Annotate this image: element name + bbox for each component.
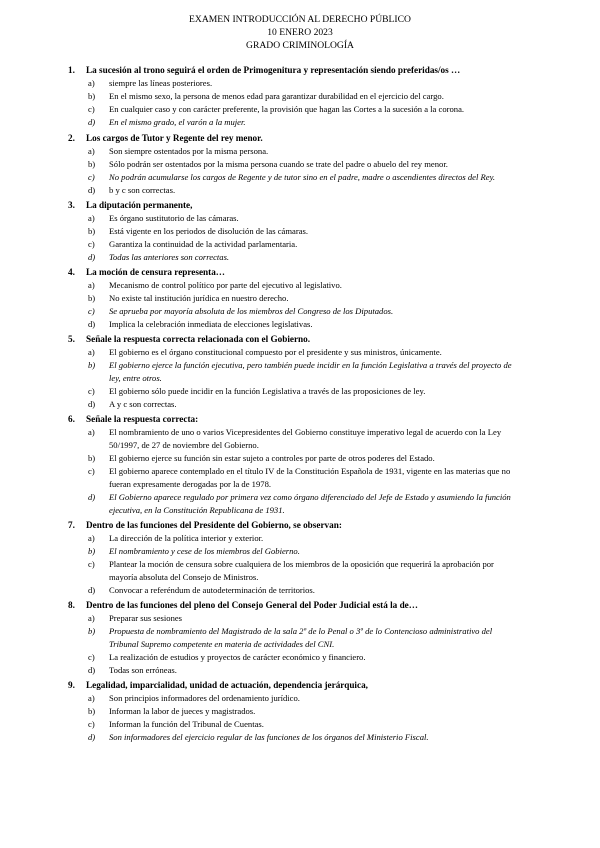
option-text: Informan la función del Tribunal de Cuentas. [109,719,264,729]
question-number: 4. [68,267,75,277]
option-label: c) [88,466,95,476]
question-6 [0,413,600,517]
answer-option [0,625,600,651]
answer-option [0,171,600,184]
question-heading [0,199,600,212]
question-text: Los cargos de Tutor y Regente del rey menor. [86,133,263,143]
option-label: c) [88,652,95,662]
answer-option [0,90,600,103]
question-number: 2. [68,133,75,143]
option-label: d) [88,252,96,262]
question-number: 1. [68,65,75,75]
answer-option [0,346,600,359]
option-label: a) [88,213,95,223]
option-text: Propuesta de nombramiento del Magistrado de la sala 2º de lo Penal o 3º de lo Contencioso administrativo del Tribunal Supremo competente en materia de actividades del CNI. [109,626,493,649]
option-text: Todas son erróneas. [109,665,177,675]
question-5 [0,333,600,411]
answer-option [0,465,600,491]
option-text: El nombramiento y cese de los miembros del Gobierno. [109,546,300,556]
option-text: Se aprueba por mayoría absoluta de los miembros del Congreso de los Diputados. [109,306,394,316]
option-text: b y c son correctas. [109,185,176,195]
option-text: No podrán acumularse los cargos de Regente y de tutor sino en el padre, madre o ascendientes directos del Rey. [109,172,496,182]
option-label: c) [88,239,95,249]
option-text: En el mismo sexo, la persona de menos edad para garantizar durabilidad en el ejercicio del cargo. [109,91,444,101]
option-text: La realización de estudios y proyectos de carácter económico y financiero. [109,652,366,662]
question-text: Señale la respuesta correcta relacionada con el Gobierno. [86,334,311,344]
option-label: d) [88,319,96,329]
option-text: El gobierno ejerce su función sin estar sujeto a controles por parte de otros poderes del Estado. [109,453,435,463]
option-label: d) [88,665,96,675]
question-number: 3. [68,200,75,210]
option-label: c) [88,559,95,569]
question-text: Legalidad, imparcialidad, unidad de actuación, dependencia jerárquica, [86,680,368,690]
answer-option [0,718,600,731]
answer-option [0,385,600,398]
option-text: En cualquier caso y con carácter preferente, la provisión que hagan las Cortes a la sucesión a la corona. [109,104,465,114]
answer-option [0,731,600,744]
option-text: En el mismo grado, el varón a la mujer. [109,117,246,127]
option-text: Está vigente en los periodos de disolución de las cámaras. [109,226,309,236]
question-8 [0,599,600,677]
question-2 [0,132,600,197]
option-label: a) [88,146,95,156]
option-label: a) [88,280,95,290]
option-text: El gobierno aparece contemplado en el título IV de la Constitución Española de 1931, vigente en las materias que no fueran expresamente derogadas por la de 1978. [109,466,511,489]
question-heading [0,132,600,145]
option-text: Es órgano sustitutorio de las cámaras. [109,213,239,223]
option-text: Garantiza la continuidad de la actividad parlamentaria. [109,239,298,249]
question-9 [0,679,600,744]
answer-option [0,491,600,517]
answer-option [0,318,600,331]
option-label: a) [88,693,95,703]
option-label: b) [88,226,96,236]
answer-option [0,612,600,625]
question-heading [0,599,600,612]
option-text: La dirección de la política interior y exterior. [109,533,264,543]
option-label: a) [88,78,95,88]
option-label: c) [88,386,95,396]
option-label: d) [88,492,96,502]
option-text: Plantear la moción de censura sobre cualquiera de los miembros de la oposición que requerirá la aprobación por mayoría absoluta del Consejo de Ministros. [109,559,494,582]
option-label: b) [88,91,96,101]
question-text: La diputación permanente, [86,200,193,210]
question-number: 8. [68,600,75,610]
option-text: El gobierno ejerce la función ejecutiva, pero también puede incidir en la función Legislativa a través del proyecto de ley, entre otros. [109,360,512,383]
option-label: a) [88,533,95,543]
option-text: Implica la celebración inmediata de elecciones legislativas. [109,319,313,329]
option-text: Son informadores del ejercicio regular de las funciones de los órganos del Ministerio Fiscal. [109,732,429,742]
question-number: 5. [68,334,75,344]
question-heading [0,519,600,532]
answer-option [0,705,600,718]
option-label: b) [88,706,96,716]
option-label: d) [88,399,96,409]
option-text: Todas las anteriores son correctas. [109,252,230,262]
question-heading [0,413,600,426]
answer-option [0,251,600,264]
option-text: Son siempre ostentados por la misma persona. [109,146,269,156]
answer-option [0,692,600,705]
answer-option [0,584,600,597]
option-text: Convocar a referéndum de autodeterminación de territorios. [109,585,315,595]
option-label: d) [88,185,96,195]
option-text: El gobierno sólo puede incidir en la función Legislativa a través de las proposiciones de ley. [109,386,426,396]
option-text: El nombramiento de uno o varios Vicepresidentes del Gobierno constituye imperativo legal de acuerdo con la Ley 50/1997, de 27 de noviembre del Gobierno. [109,427,502,450]
option-text: Mecanismo de control político por parte del ejecutivo al legislativo. [109,280,342,290]
question-text: La sucesión al trono seguirá el orden de Primogenitura y representación siendo preferidas/os … [86,65,461,75]
answer-option [0,664,600,677]
answer-option [0,452,600,465]
option-label: b) [88,360,96,370]
option-label: b) [88,453,96,463]
question-heading [0,266,600,279]
answer-option [0,145,600,158]
answer-option [0,532,600,545]
exam-degree: GRADO CRIMINOLOGÍA [246,40,354,51]
question-number: 9. [68,680,75,690]
option-text: El Gobierno aparece regulado por primera vez como órgano diferenciado del Jefe de Estado y asumiendo la función ejecutiva, en la Constitución Republicana de 1931. [109,492,511,515]
question-text: Dentro de las funciones del Presidente del Gobierno, se observan: [86,520,342,530]
answer-option [0,279,600,292]
question-heading [0,333,600,346]
question-heading [0,679,600,692]
option-text: Sólo podrán ser ostentados por la misma persona cuando se trate del padre o abuelo del rey menor. [109,159,448,169]
option-text: Informan la labor de jueces y magistrados. [109,706,256,716]
question-list [0,64,600,744]
option-label: c) [88,104,95,114]
answer-option [0,158,600,171]
answer-option [0,238,600,251]
answer-option [0,103,600,116]
question-text: Señale la respuesta correcta: [86,414,199,424]
answer-option [0,305,600,318]
option-label: b) [88,293,96,303]
option-label: a) [88,427,95,437]
answer-option [0,184,600,197]
option-label: c) [88,306,95,316]
option-text: No existe tal institución jurídica en nuestro derecho. [109,293,289,303]
question-4 [0,266,600,331]
question-1 [0,64,600,129]
answer-option [0,545,600,558]
option-label: c) [88,719,95,729]
question-3 [0,199,600,264]
answer-option [0,558,600,584]
option-label: a) [88,613,95,623]
answer-option [0,225,600,238]
option-text: siempre las líneas posteriores. [109,78,213,88]
question-number: 7. [68,520,75,530]
option-text: Son principios informadores del ordenamiento jurídico. [109,693,300,703]
answer-option [0,359,600,385]
option-label: a) [88,347,95,357]
answer-option [0,77,600,90]
answer-option [0,212,600,225]
answer-option [0,651,600,664]
question-number: 6. [68,414,75,424]
option-label: c) [88,172,95,182]
option-text: A y c son correctas. [109,399,177,409]
option-label: d) [88,732,96,742]
option-label: d) [88,117,96,127]
question-heading [0,64,600,77]
answer-option [0,426,600,452]
option-label: d) [88,585,96,595]
option-label: b) [88,626,96,636]
option-text: Preparar sus sesiones [109,613,183,623]
question-7 [0,519,600,597]
exam-title: EXAMEN INTRODUCCIÓN AL DERECHO PÚBLICO [189,14,411,25]
option-label: b) [88,546,96,556]
option-text: El gobierno es el órgano constitucional compuesto por el presidente y sus ministros, únicamente. [109,347,442,357]
question-text: Dentro de las funciones del pleno del Consejo General del Poder Judicial está la de… [86,600,418,610]
exam-date: 10 ENERO 2023 [267,27,333,38]
answer-option [0,116,600,129]
answer-option [0,292,600,305]
question-text: La moción de censura representa… [86,267,225,277]
option-label: b) [88,159,96,169]
exam-header [0,0,600,52]
answer-option [0,398,600,411]
